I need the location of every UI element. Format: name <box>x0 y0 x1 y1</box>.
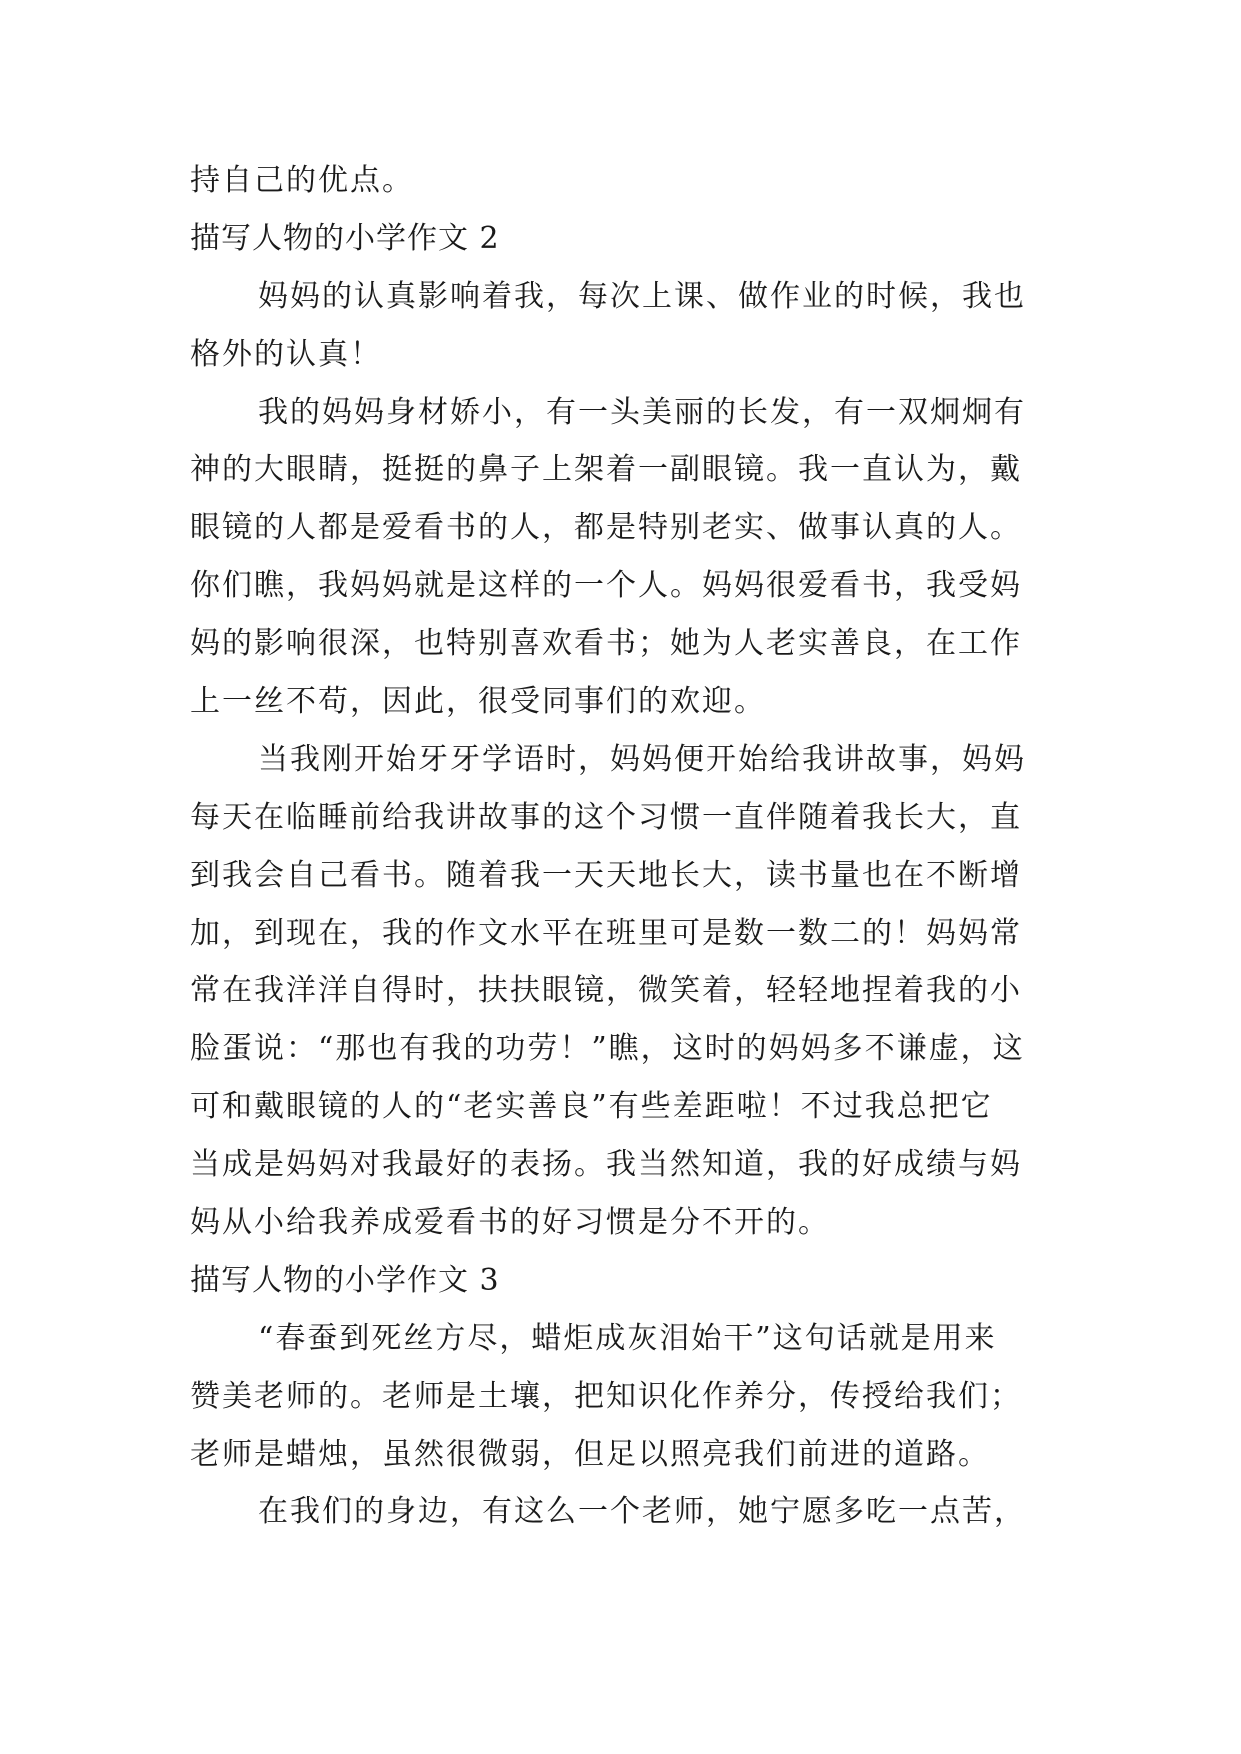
text-line: 当成是妈妈对我最好的表扬。我当然知道，我的好成绩与妈 <box>190 1147 1022 1183</box>
text-line: 在我们的身边，有这么一个老师，她宁愿多吃一点苦， <box>258 1494 1026 1530</box>
text-line: 常在我洋洋自得时，扶扶眼镜，微笑着，轻轻地捏着我的小 <box>190 973 1022 1009</box>
text-line: 持自己的优点。 <box>190 163 414 198</box>
section-heading: 描写人物的小学作文 2 <box>190 220 500 256</box>
document-body <box>190 152 1070 1541</box>
text-line: 我的妈妈身材娇小，有一头美丽的长发，有一双炯炯有 <box>258 394 1026 430</box>
text-line: 赞美老师的。老师是土壤，把知识化作养分，传授给我们； <box>190 1378 1022 1414</box>
text-line: 上一丝不苟，因此，很受同事们的欢迎。 <box>190 684 766 720</box>
text-line: 妈从小给我养成爱看书的好习惯是分不开的。 <box>190 1205 830 1241</box>
text-line: 格外的认真！ <box>190 336 382 372</box>
text-line: 每天在临睡前给我讲故事的这个习惯一直伴随着我长大，直 <box>190 799 1022 835</box>
text-line: 到我会自己看书。随着我一天天地长大，读书量也在不断增 <box>190 857 1022 893</box>
text-line: 脸蛋说：“那也有我的功劳！”瞧，这时的妈妈多不谦虚，这 <box>190 1031 1025 1067</box>
text-line: 妈的影响很深，也特别喜欢看书；她为人老实善良，在工作 <box>190 626 1022 662</box>
section-heading: 描写人物的小学作文 3 <box>190 1262 500 1298</box>
text-line: 神的大眼睛，挺挺的鼻子上架着一副眼镜。我一直认为，戴 <box>190 452 1022 488</box>
text-line: 你们瞧，我妈妈就是这样的一个人。妈妈很爱看书，我受妈 <box>190 568 1022 604</box>
text-line: 可和戴眼镜的人的“老实善良”有些差距啦！不过我总把它 <box>190 1089 993 1125</box>
text-line: 妈妈的认真影响着我，每次上课、做作业的时候，我也 <box>258 278 1026 314</box>
text-line: “春蚕到死丝方尽，蜡炬成灰泪始干”这句话就是用来 <box>258 1320 997 1356</box>
text-line: 眼镜的人都是爱看书的人，都是特别老实、做事认真的人。 <box>190 510 1022 546</box>
text-line: 当我刚开始牙牙学语时，妈妈便开始给我讲故事，妈妈 <box>258 741 1026 777</box>
text-line: 老师是蜡烛，虽然很微弱，但足以照亮我们前进的道路。 <box>190 1436 990 1472</box>
text-line: 加，到现在，我的作文水平在班里可是数一数二的！妈妈常 <box>190 915 1022 951</box>
